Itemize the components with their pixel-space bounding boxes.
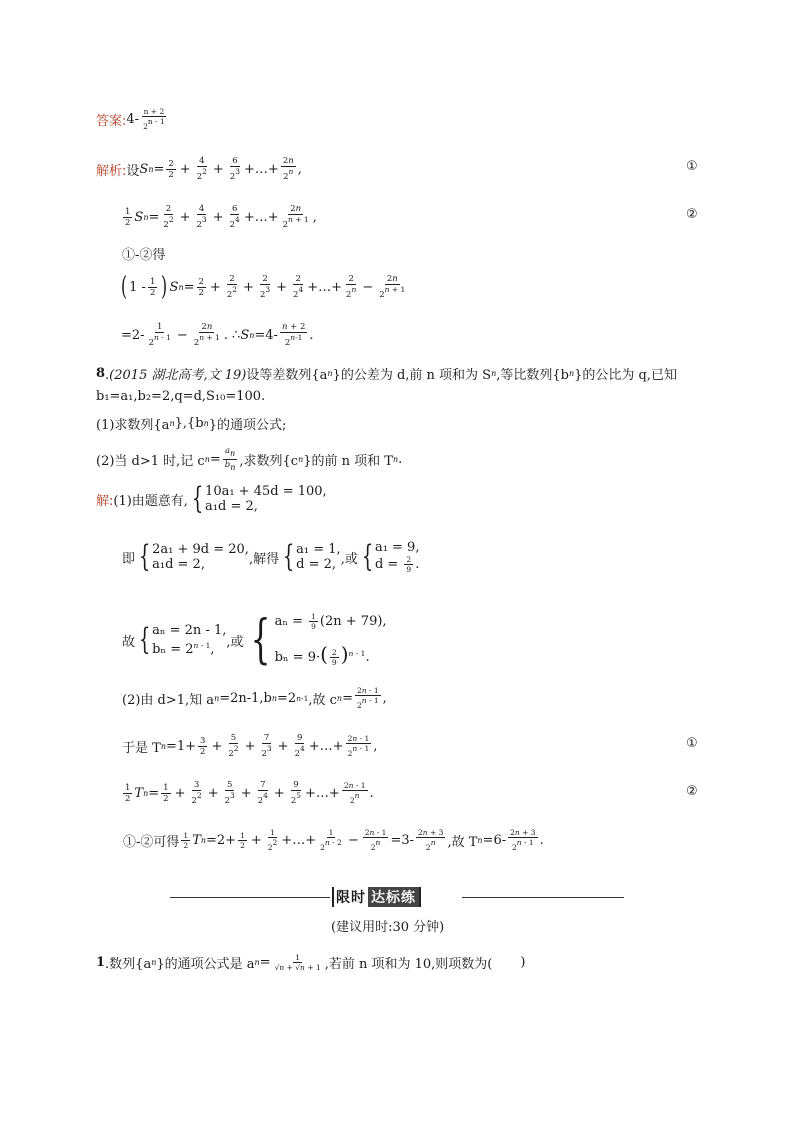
- problem-source: .(2015 湖北高考,文 19): [105, 368, 247, 383]
- solution-line-6: $\frac{1}{2}$ T n = $\frac{1}{2}$ + $\frac{3}{2^2}$ + $\frac{5}{2^3}$ + $\frac{7}{2^4}$ + $\frac{9}{2^5}$ +…+ $\frac{2n - 1}{2^n}$ .: [125, 780, 374, 806]
- divider-left: [170, 897, 330, 898]
- analysis-line-2: $\frac{1}{2}$ S n = $\frac{2}{2^2}$ + $\frac{4}{2^3}$ + $\frac{6}{2^4}$ +…+ $\frac{2n}{2^{n + 1}}$ ,: [125, 204, 317, 230]
- problem-8-part-1: (1)求数列{a n },{b n }的通项公式;: [96, 416, 287, 433]
- problem-8-line-1: 8 .(2015 湖北高考,文 19) 设等差数列{a n }的公差为 d,前 n 项和为 S n ,等比数列{b n }的公比为 q,已知: [96, 366, 677, 383]
- analysis-line-1: 解析: 设 S n = $\frac{2}{2}$ + $\frac{4}{2^2}$ + $\frac{6}{2^3}$ +…+ $\frac{2n}{2^n}$ ,: [96, 156, 302, 182]
- system-1: { 10a₁ + 45d = 100, a₁d = 2,: [191, 481, 327, 516]
- problem-number: 8: [96, 366, 106, 381]
- solution-line-4: (2)由 d>1,知 a n =2n-1,b n =2 n-1 ,故 c n = $\frac{2n - 1}{2^{n - 1}}$ ,: [122, 686, 387, 710]
- analysis-line-4: ( 1 - $\frac{1}{2}$ ) S n = $\frac{2}{2}$ + $\frac{2}{2^2}$ + $\frac{2}{2^3}$ + $\frac{2}{2^4}$ +…+ $\frac{2}{2^n}$ − $\frac{2n}{2^{n + 1}}$: [121, 272, 406, 302]
- marker-1b: ①: [686, 736, 698, 751]
- section-title: 限时 达标练: [332, 887, 421, 907]
- divider-right: [462, 897, 624, 898]
- analysis-label: 解析:: [96, 163, 127, 179]
- answer-fraction: $\frac{n + 2}{2^{n - 1}}$: [143, 107, 165, 131]
- problem-8-part-2: (2)当 d>1 时,记 c n = $\frac{a_n}{b_n}$ ,求数列{c n }的前 n 项和 T n .: [96, 446, 403, 472]
- suggested-time: (建议用时:30 分钟): [331, 920, 445, 935]
- solution-label: 解:: [96, 493, 114, 509]
- question-1: 1 .数列{a n }的通项公式是 a n = $\frac{1}{√n + √n + 1}$ ,若前 n 项和为 10,则项数为( ): [96, 953, 526, 972]
- solution-line-5: 于是 T n =1+ $\frac{3}{2}$ + $\frac{5}{2^2}$ + $\frac{7}{2^3}$ + $\frac{9}{2^4}$ +…+ $\frac{2n - 1}{2^{n - 1}}$ ,: [122, 733, 378, 759]
- marker-1: ①: [686, 159, 698, 174]
- answer-line: [96, 107, 169, 131]
- solution-line-2: 即 { 2a₁ + 9d = 20, a₁d = 2, ,解得 { a₁ = 1, d = 2, ,或 { a₁ = 9, d = $\frac{2}{9}$ .: [122, 539, 420, 574]
- solution-line-3: 故 { aₙ = 2n - 1, $b_n = 2^{n - 1}$, ,或 { aₙ = $\frac{1}{9}$ (2n + 79), bₙ = 9·( $\frac{2}{9}$ )$^{n - 1}$.: [122, 610, 387, 670]
- analysis-line-5: =2- $\frac{1}{2^{n - 1}}$ − $\frac{2n}{2^{n + 1}}$ . ∴ S n =4- $\frac{n + 2}{2^{n-1}}$ .: [121, 322, 314, 348]
- analysis-step: ①-②得: [122, 248, 166, 263]
- marker-2b: ②: [686, 784, 698, 799]
- solution-line-1: 解: (1)由题意有, { 10a₁ + 45d = 100, a₁d = 2,: [96, 481, 327, 516]
- problem-8-line-2: b₁=a₁,b₂=2,q=d,S₁₀=100.: [96, 389, 266, 404]
- solution-line-7: ①-②可得 $\frac{1}{2}$ T n =2+ $\frac{1}{2}$ + $\frac{1}{2^2}$ +…+ $\frac{1}{2^{n - 2}}$ − $\frac{2n - 1}{2^n}$ =3- $\frac{2n + 3}{2^n}$ ,故 T n =6- $\frac{2n + 3}{2^{n - 1}}$ .: [123, 828, 544, 852]
- answer-lead: 4-: [126, 111, 140, 127]
- answer-label: 答案:: [96, 113, 127, 129]
- marker-2: ②: [686, 207, 698, 222]
